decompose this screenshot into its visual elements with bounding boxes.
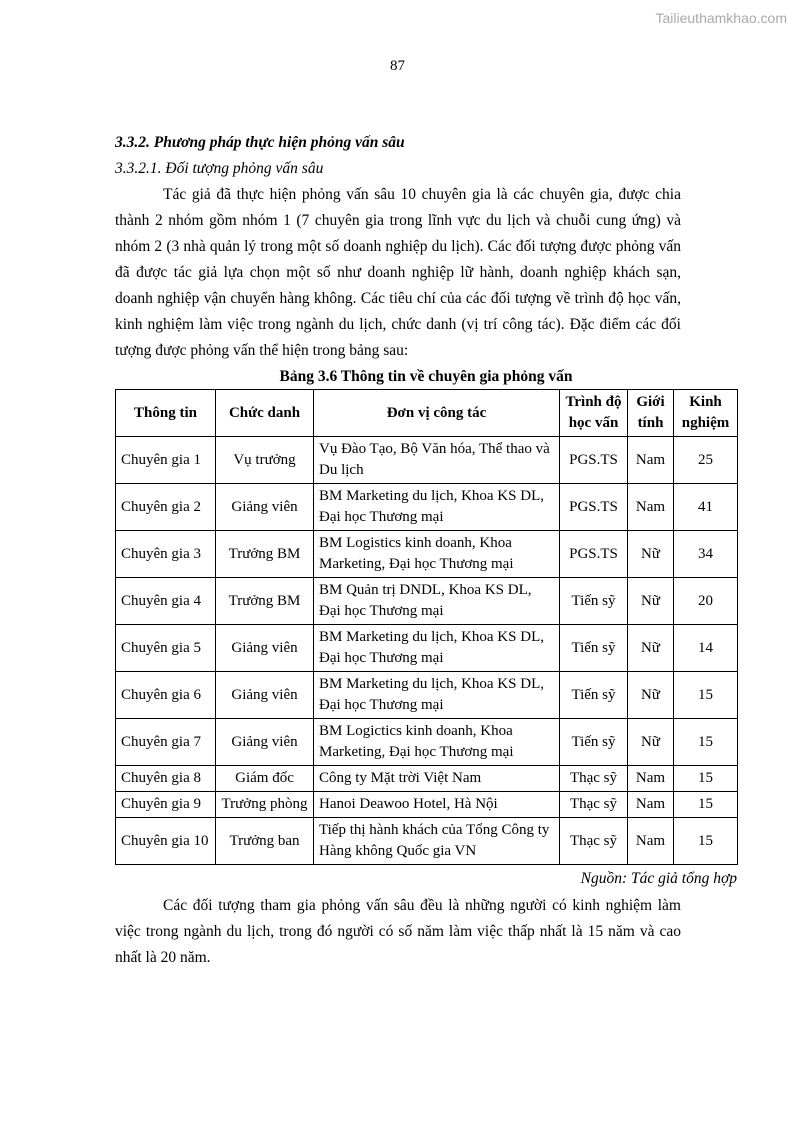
experts-table: [115, 389, 738, 865]
table-cell: Giảng viên: [216, 719, 314, 766]
table-cell: Tiến sỹ: [560, 625, 628, 672]
column-header: Đơn vị công tác: [314, 390, 560, 437]
table-cell: Giám đốc: [216, 766, 314, 792]
table-source: Nguồn: Tác giả tổng hợp: [580, 870, 737, 887]
table-cell: PGS.TS: [560, 531, 628, 578]
table-cell: Chuyên gia 10: [116, 818, 216, 865]
table-cell: Vụ Đào Tạo, Bộ Văn hóa, Thể thao và Du lịch: [314, 437, 560, 484]
table-cell: BM Logistics kinh doanh, Khoa Marketing, Đại học Thương mại: [314, 531, 560, 578]
table-cell: BM Logictics kinh doanh, Khoa Marketing, Đại học Thương mại: [314, 719, 560, 766]
table-cell: Trưởng phòng: [216, 792, 314, 818]
table-row: [116, 766, 738, 792]
table-cell: Chuyên gia 6: [116, 672, 216, 719]
table-cell: Chuyên gia 5: [116, 625, 216, 672]
table-cell: Nam: [628, 818, 674, 865]
table-row: [116, 437, 738, 484]
table-cell: Tiếp thị hành khách của Tổng Công ty Hàng không Quốc gia VN: [314, 818, 560, 865]
column-header: Thông tin: [116, 390, 216, 437]
table-row: [116, 818, 738, 865]
table-cell: Hanoi Deawoo Hotel, Hà Nội: [314, 792, 560, 818]
table-row: [116, 792, 738, 818]
table-cell: Chuyên gia 8: [116, 766, 216, 792]
table-cell: 15: [674, 792, 738, 818]
table-cell: Chuyên gia 4: [116, 578, 216, 625]
table-cell: Nam: [628, 484, 674, 531]
table-cell: Chuyên gia 1: [116, 437, 216, 484]
table-row: [116, 719, 738, 766]
table-body: [116, 437, 738, 865]
watermark: Tailieuthamkhao.com: [655, 10, 787, 26]
table-cell: 20: [674, 578, 738, 625]
table-cell: Giảng viên: [216, 672, 314, 719]
table-row: [116, 531, 738, 578]
table-row: [116, 625, 738, 672]
subsection-heading: 3.3.2.1. Đối tượng phỏng vấn sâu: [115, 160, 324, 177]
table-head: [116, 390, 738, 437]
table-cell: PGS.TS: [560, 484, 628, 531]
page-content: [115, 130, 737, 971]
table-cell: Trưởng ban: [216, 818, 314, 865]
table-cell: 15: [674, 818, 738, 865]
table-cell: Vụ trưởng: [216, 437, 314, 484]
table-row: [116, 578, 738, 625]
table-cell: BM Marketing du lịch, Khoa KS DL, Đại học Thương mại: [314, 484, 560, 531]
table-cell: Trưởng BM: [216, 578, 314, 625]
table-cell: 14: [674, 625, 738, 672]
table-cell: Tiến sỹ: [560, 719, 628, 766]
column-header: Giới tính: [628, 390, 674, 437]
section-heading: 3.3.2. Phương pháp thực hiện phỏng vấn sâu: [115, 134, 405, 151]
table-cell: Thạc sỹ: [560, 766, 628, 792]
table-row: [116, 484, 738, 531]
table-cell: Nữ: [628, 719, 674, 766]
page-number: 87: [390, 58, 405, 74]
table-cell: Nữ: [628, 625, 674, 672]
table-cell: Chuyên gia 2: [116, 484, 216, 531]
column-header: Chức danh: [216, 390, 314, 437]
table-header-row: [116, 390, 738, 437]
table-cell: Trưởng BM: [216, 531, 314, 578]
table-cell: 34: [674, 531, 738, 578]
table-cell: BM Quản trị DNDL, Khoa KS DL, Đại học Thương mại: [314, 578, 560, 625]
table-cell: Công ty Mặt trời Việt Nam: [314, 766, 560, 792]
table-cell: 15: [674, 766, 738, 792]
table-cell: BM Marketing du lịch, Khoa KS DL, Đại học Thương mại: [314, 672, 560, 719]
table-cell: Nam: [628, 792, 674, 818]
table-cell: Thạc sỹ: [560, 792, 628, 818]
table-row: [116, 672, 738, 719]
table-cell: 15: [674, 719, 738, 766]
table-cell: Thạc sỹ: [560, 818, 628, 865]
column-header: Kinh nghiệm: [674, 390, 738, 437]
paragraph-closing: Các đối tượng tham gia phỏng vấn sâu đều là những người có kinh nghiệm làm việc trong ngành du lịch, trong đó người có số năm làm việc thấp nhất là 15 năm và cao nhất là 20 năm.: [115, 897, 681, 966]
table-cell: Chuyên gia 7: [116, 719, 216, 766]
table-cell: Nam: [628, 437, 674, 484]
table-cell: Chuyên gia 9: [116, 792, 216, 818]
table-cell: 15: [674, 672, 738, 719]
column-header: Trình độ học vấn: [560, 390, 628, 437]
table-cell: Nữ: [628, 578, 674, 625]
table-cell: Nam: [628, 766, 674, 792]
table-cell: Tiến sỹ: [560, 672, 628, 719]
table-cell: PGS.TS: [560, 437, 628, 484]
table-cell: BM Marketing du lịch, Khoa KS DL, Đại học Thương mại: [314, 625, 560, 672]
table-cell: 25: [674, 437, 738, 484]
table-cell: 41: [674, 484, 738, 531]
table-cell: Chuyên gia 3: [116, 531, 216, 578]
paragraph-intro: Tác giả đã thực hiện phỏng vấn sâu 10 chuyên gia là các chuyên gia, được chia thành 2 nhóm gồm nhóm 1 (7 chuyên gia trong lĩnh vực du lịch và chuỗi cung ứng) và nhóm 2 (3 nhà quản lý trong một số doanh nghiệp du lịch). Các đối tượng được phỏng vấn đã được tác giả lựa chọn một số như doanh nghiệp lữ hành, doanh nghiệp khách sạn, doanh nghiệp vận chuyển hàng không. Các tiêu chí của các đối tượng về trình độ học vấn, kinh nghiệm làm việc trong ngành du lịch, chức danh (vị trí công tác). Đặc điểm các đối tượng được phỏng vấn thể hiện trong bảng sau:: [115, 186, 681, 359]
table-cell: Giảng viên: [216, 484, 314, 531]
table-cell: Nữ: [628, 672, 674, 719]
table-caption: Bảng 3.6 Thông tin về chuyên gia phỏng vấn: [279, 368, 573, 385]
table-cell: Giảng viên: [216, 625, 314, 672]
table-cell: Nữ: [628, 531, 674, 578]
table-cell: Tiến sỹ: [560, 578, 628, 625]
